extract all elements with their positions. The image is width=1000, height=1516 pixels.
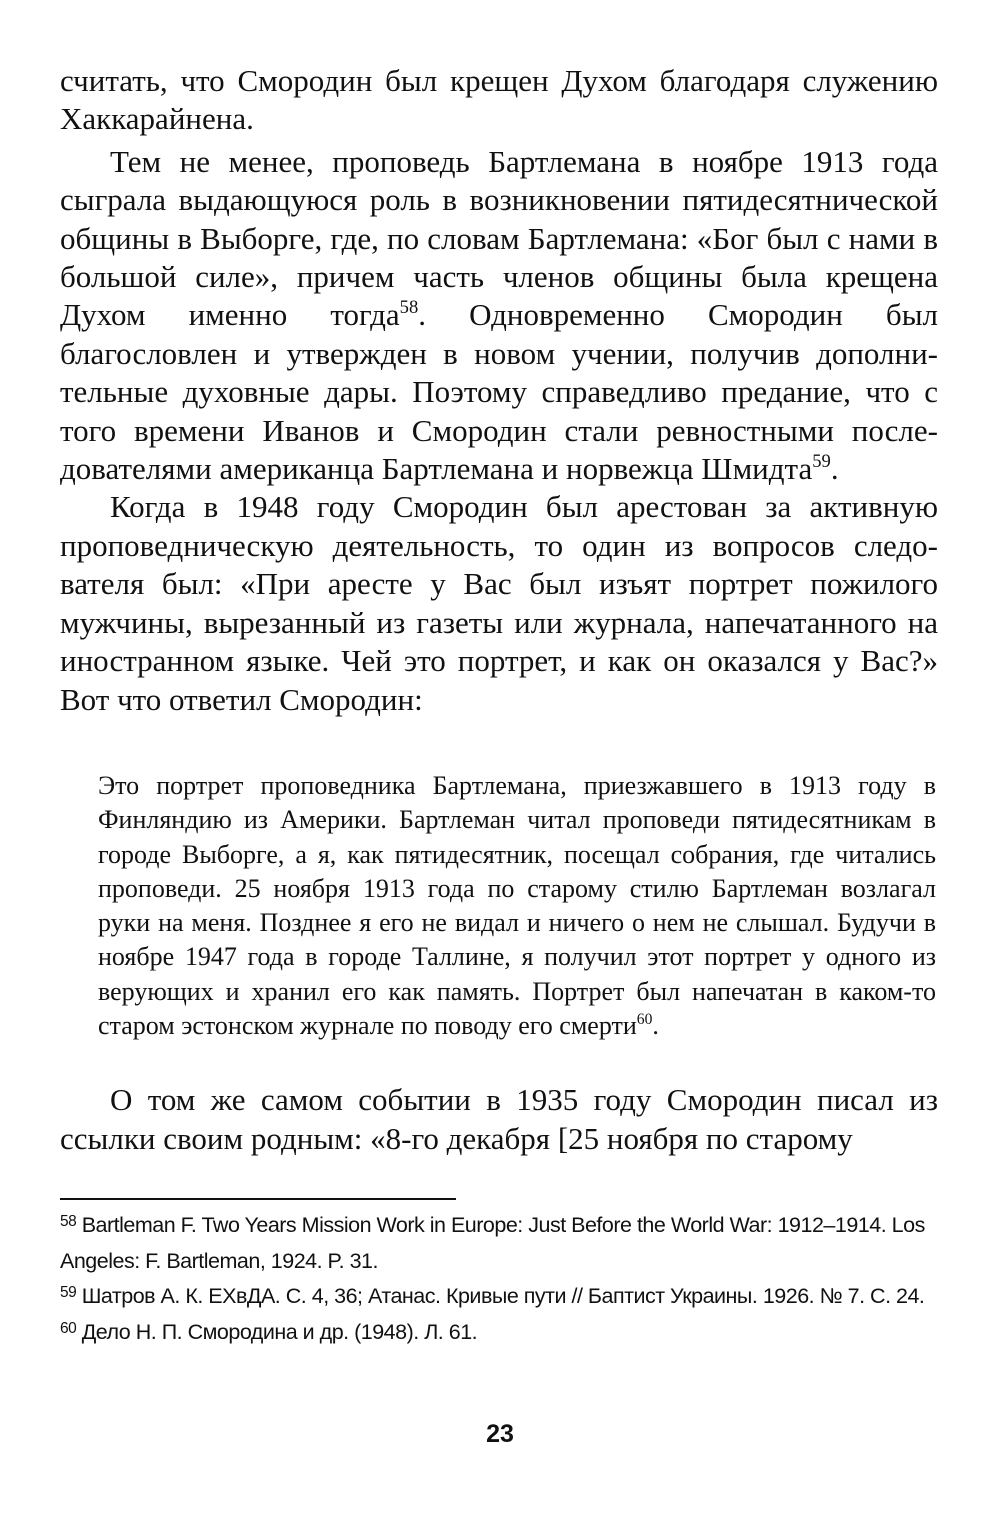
paragraph-arrest-1948: Когда в 1948 году Смородин был арестован за активную проповедническую деятельность, то один из вопросов следователя был: «При аресте у Вас был изъят портрет пожилого мужчины, вырезанный из газеты или журнала, напечатанного на иностранном языке. Чей это портрет, и как он оказался у Вас?» Вот что ответил Смородин: [60, 489, 938, 717]
page-number: 23 [486, 1420, 514, 1448]
footnote-mark: 60 [60, 1319, 77, 1337]
paragraph-1935-letter: О том же самом событии в 1935 году Смородин писал из ссылки своим родным: «8-го декабря [25 ноября по старому [60, 1082, 938, 1156]
paragraph-continuation: считать, что Смородин был крещен Духом благодаря служению Хаккарайнена. [60, 63, 938, 137]
footnote-ref-60[interactable]: 60 [636, 1010, 653, 1028]
footnote-58: $^{58}$ Bartleman F. Two Years Mission Work in Europe: Just Before the World War: 1912–1914. Los Angeles: F. Bartleman, 1924. P. 31. [60, 1212, 925, 1273]
block-quote-smorodin: Это портрет проповедника Бартлемана, приезжавшего в 1913 году в Финляндию из Америки. Бартлеман читал проповеди пятидесятникам в городе Выборге, а я, как пятидесятник, посещал собрания, где читались проповеди. 25 ноября 1913 года по старому стилю Бартлеман возлагал руки на меня. Позднее я его не видал и ничего о нем не слышал. Будучи в ноябре 1947 года в городе Таллине, я получил этот портрет у одного из верующих и хранил его как память. Портрет был напечатан в каком-то старом эстонском журнале по поводу его смерти$^{60}$. [98, 770, 936, 1040]
footnote-separator-rule [60, 1198, 456, 1200]
footnotes [60, 1208, 938, 1350]
page-body [60, 62, 938, 1158]
footnote-59: $^{59}$ Шатров А. К. ЕХвДА. С. 4, 36; Атанас. Кривые пути // Баптист Украины. 1926. № 7. С. 24. [60, 1283, 925, 1308]
footnote-ref-59[interactable]: 59 [812, 450, 831, 472]
footnote-ref-58[interactable]: 58 [399, 297, 419, 319]
footnote-60: $^{60}$ Дело Н. П. Смородина и др. (1948). Л. 61. [60, 1319, 478, 1344]
footnote-mark: 59 [60, 1283, 77, 1301]
footnote-mark: 58 [60, 1212, 77, 1230]
paragraph-bartleman-sermon: Тем не менее, проповедь Бартлемана в ноябре 1913 года сыграла выдающуюся роль в возникновении пятидесятнической общины в Выборге, где, по словам Бартлемана: «Бог был с нами в большой силе», причем часть членов общины была крещена Духом именно тогда$^{58}$. Одновременно Смородин был благословлен и утвержден в новом учении, получив дополнительные духовные дары. Поэтому справедливо предание, что с того времени Иванов и Смородин стали ревностными последователями американца Бартлемана и норвежца Шмидта$^{59}$. [60, 143, 939, 487]
